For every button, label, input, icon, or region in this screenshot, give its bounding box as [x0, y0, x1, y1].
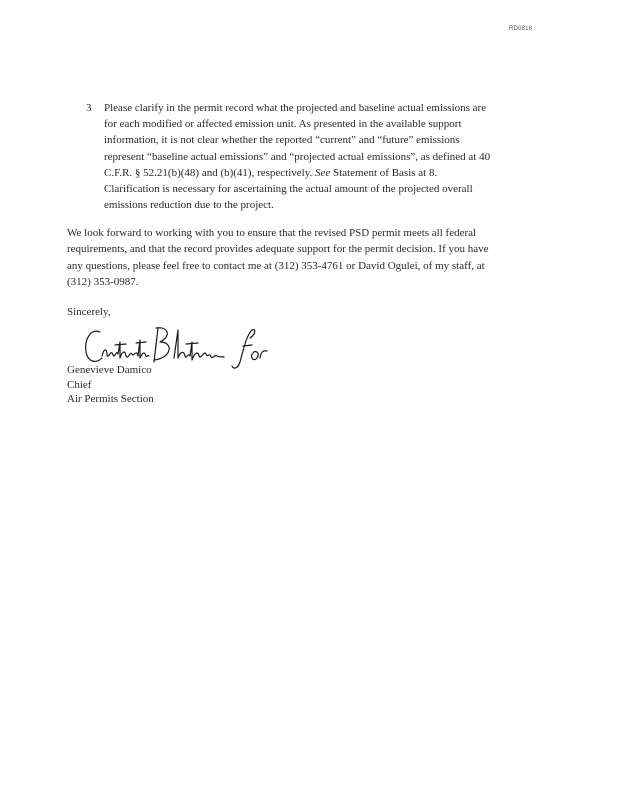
salutation: Sincerely,	[67, 306, 111, 318]
item-line-text: C.F.R. § 52.21(b)(48) and (b)(41), respectively.	[104, 166, 316, 179]
item-line: Clarification is necessary for ascertaining the actual amount of the projected overall	[104, 183, 473, 196]
see-citation-ref: Statement of Basis at 8.	[330, 166, 438, 179]
closing-line: requirements, and that the record provides adequate support for the permit decision. If you have	[67, 243, 489, 256]
item-line: information, it is not clear whether the reported “current” and “future” emissions	[104, 134, 460, 147]
item-line: represent “baseline actual emissions” and “projected actual emissions”, as defined at 40	[104, 150, 491, 163]
closing-line: We look forward to working with you to ensure that the revised PSD permit meets all federal	[67, 227, 477, 239]
signer-block	[67, 363, 154, 407]
item-line	[104, 165, 554, 181]
item-number: 3	[86, 102, 92, 114]
item-line: emissions reduction due to the project.	[104, 199, 274, 212]
see-citation-signal: See	[315, 166, 331, 179]
closing-paragraph	[67, 225, 557, 291]
closing-line: any questions, please feel free to contact me at (312) 353-4761 or David Ogulei, of my staff, at	[67, 259, 485, 272]
item-paragraph	[104, 100, 554, 213]
signer-name: Genevieve Damico	[67, 364, 152, 376]
signer-title: Chief	[67, 378, 92, 391]
item-line: Please clarify in the permit record what the projected and baseline actual emissions are	[104, 102, 487, 114]
signer-section: Air Permits Section	[67, 393, 154, 405]
page-identifier: RD0818	[509, 26, 533, 32]
closing-line: (312) 353-0987.	[67, 276, 139, 289]
item-line: for each modified or affected emission unit. As presented in the available support	[104, 118, 462, 131]
